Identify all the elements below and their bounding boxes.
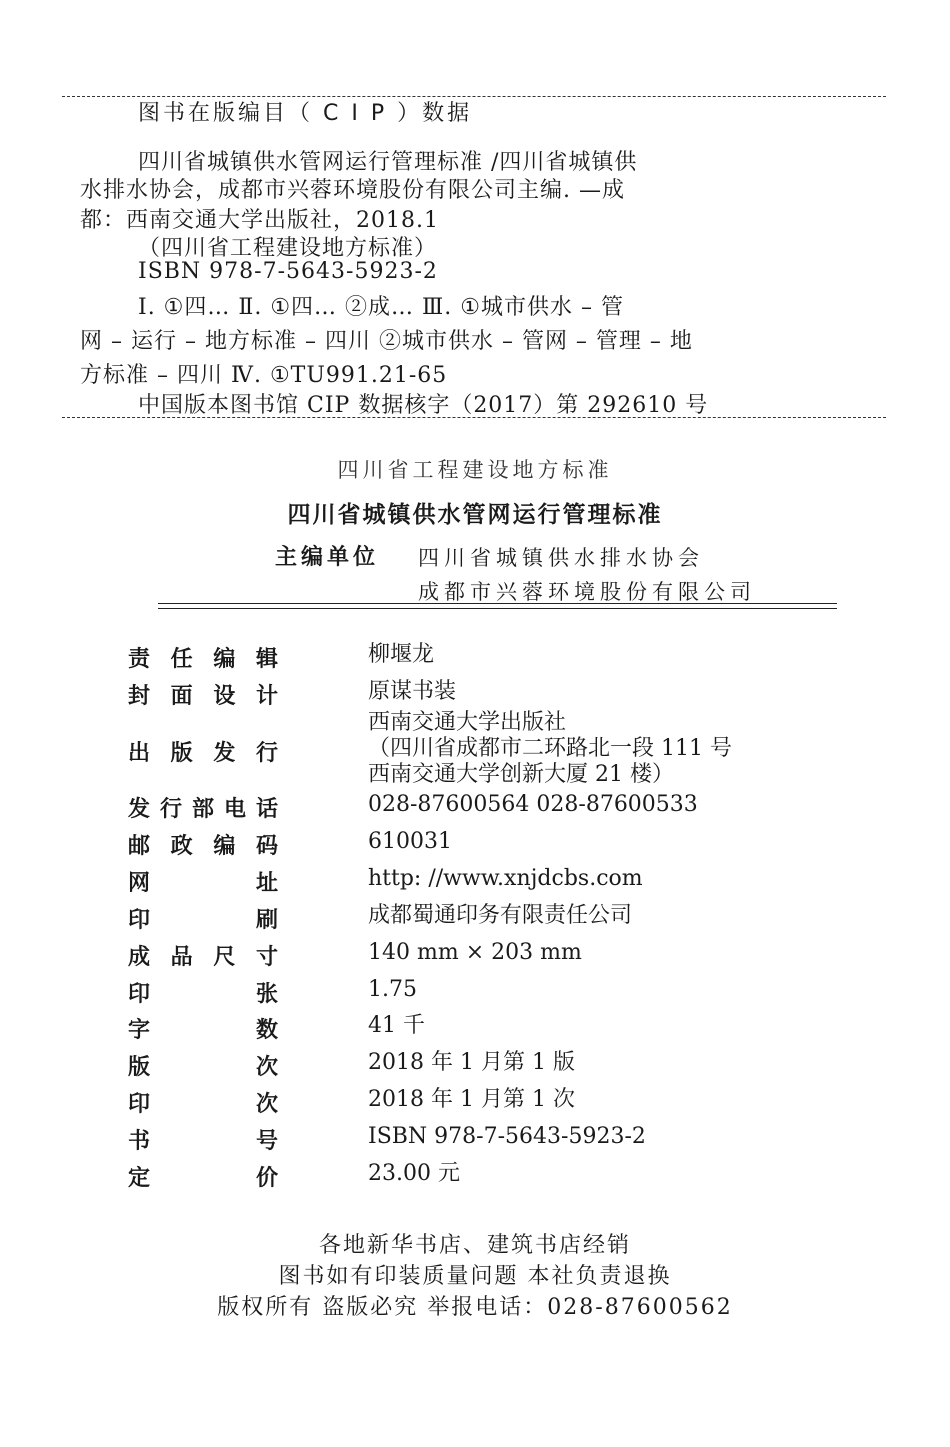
detail-label-edition: 版 次 [128,1055,278,1080]
detail-value-edition: 2018 年 1 月第 1 版 [368,1050,575,1075]
editor-label: 主编单位 [275,545,380,570]
detail-label-printing: 印 次 [128,1092,278,1117]
footer-distribution: 各地新华书店、建筑书店经销 [318,1233,631,1258]
title-rule-bottom [158,608,837,609]
detail-label-size: 成 品 尺 寸 [128,945,278,970]
detail-value-editor: 柳堰龙 [368,642,435,667]
detail-value-cover-design: 原谋书装 [368,679,457,704]
book-title: 四川省城镇供水管网运行管理标准 [287,502,663,528]
detail-value-isbn: ISBN 978-7-5643-5923-2 [368,1124,646,1149]
detail-label-price: 定 价 [128,1166,278,1191]
cip-line: Ⅰ. ①四… Ⅱ. ①四… ②成… Ⅲ. ①城市供水 – 管 [138,295,624,320]
detail-label-isbn: 书 号 [128,1129,278,1154]
detail-label-website: 网 址 [128,871,278,896]
detail-value-phone: 028-87600564 028-87600533 [368,792,698,817]
cip-bottom-divider [62,417,886,418]
detail-label-printer: 印 刷 [128,908,278,933]
cip-line: 水排水协会，成都市兴蓉环境股份有限公司主编. —成 [80,178,625,203]
detail-label-cover-design: 封 面 设 计 [128,684,278,709]
footer-quality-notice: 图书如有印装质量问题 本社负责退换 [278,1264,672,1289]
series-name: 四川省工程建设地方标准 [337,458,613,482]
cip-line: （四川省工程建设地方标准） [138,236,438,261]
cip-isbn: ISBN 978-7-5643-5923-2 [138,259,438,284]
detail-value-word-count: 41 千 [368,1013,425,1038]
detail-label-editor: 责 任 编 辑 [128,647,278,672]
detail-value-postcode: 610031 [368,829,452,854]
detail-value-sheets: 1.75 [368,977,417,1002]
cip-record-number: 中国版本图书馆 CIP 数据核字（2017）第 292610 号 [138,393,709,418]
cip-title: 图书在版编目（ C I P ）数据 [138,101,473,126]
cip-line: 网 – 运行 – 地方标准 – 四川 ②城市供水 – 管网 – 管理 – 地 [80,329,693,354]
detail-value-website: http: //www.xnjdcbs.com [368,866,643,891]
detail-label-phone: 发 行 部 电 话 [128,797,278,822]
detail-label-publisher: 出 版 发 行 [128,741,278,766]
footer-copyright: 版权所有 盗版必究 举报电话：028-87600562 [217,1295,733,1320]
title-rule-top [158,603,837,604]
editor-unit: 四川省城镇供水排水协会 [418,546,704,570]
editor-unit: 成都市兴蓉环境股份有限公司 [418,580,756,604]
detail-label-postcode: 邮 政 编 码 [128,834,278,859]
detail-value-publisher: 西南交通大学出版社 （四川省成都市二环路北一段 111 号 西南交通大学创新大厦 21 楼） [368,710,732,787]
detail-label-word-count: 字 数 [128,1018,278,1043]
cip-line: 都：西南交通大学出版社，2018.1 [80,208,439,233]
detail-label-sheets: 印 张 [128,982,278,1007]
detail-value-printer: 成都蜀通印务有限责任公司 [368,903,633,928]
detail-value-size: 140 mm × 203 mm [368,940,582,965]
detail-value-price: 23.00 元 [368,1161,460,1186]
detail-value-printing: 2018 年 1 月第 1 次 [368,1087,575,1112]
cip-line: 四川省城镇供水管网运行管理标准 /四川省城镇供 [138,150,638,175]
cip-line: 方标准 – 四川 Ⅳ. ①TU991.21-65 [80,363,448,388]
